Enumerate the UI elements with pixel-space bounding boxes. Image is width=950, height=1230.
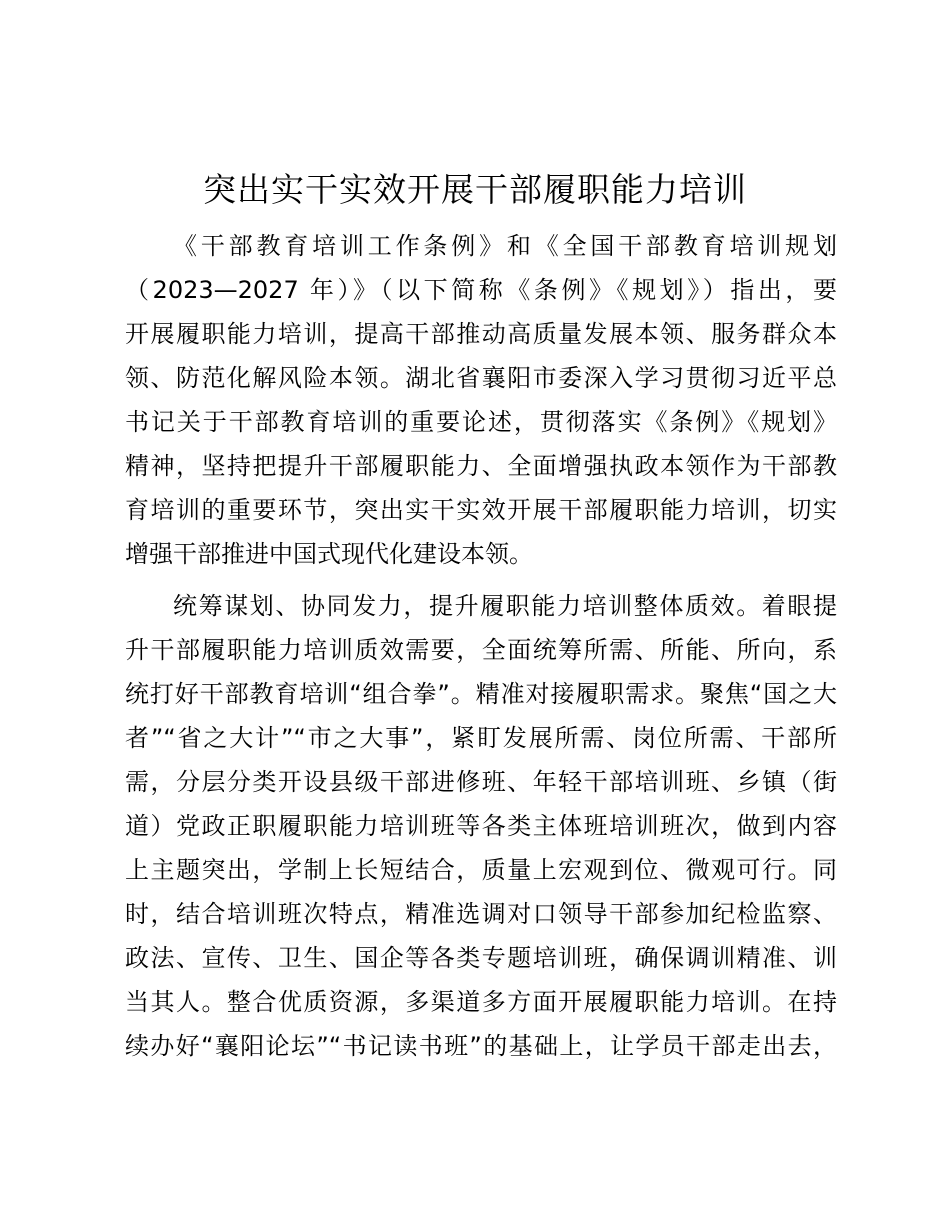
text-line: 道）党政正职履职能力培训班等各类主体班培训班次，做到内容 [125,812,837,840]
text-line: 《干部教育培训工作条例》和《全国干部教育培训规划 [173,232,837,260]
text-line: 需，分层分类开设县级干部进修班、年轻干部培训班、乡镇（街 [125,768,837,796]
text-line: 当其人。整合优质资源，多渠道多方面开展履职能力培训。在持 [125,988,837,1016]
paragraph-2 [125,584,837,1068]
paragraph-1 [125,224,837,576]
text-line: 政法、宣传、卫生、国企等各类专题培训班，确保调训精准、训 [125,944,837,972]
document-title: 突出实干实效开展干部履职能力培训 [203,170,747,209]
text-line: 统筹谋划、协同发力，提升履职能力培训整体质效。着眼提 [173,592,837,620]
text-line: 领、防范化解风险本领。湖北省襄阳市委深入学习贯彻习近平总 [125,364,837,392]
text-line: 育培训的重要环节，突出实干实效开展干部履职能力培训，切实 [125,496,837,524]
text-line: 增强干部推进中国式现代化建设本领。 [125,540,533,568]
text-line: 统打好干部教育培训“组合拳”。精准对接履职需求。聚焦“国之大 [125,680,837,708]
text-line: 续办好“襄阳论坛”“书记读书班”的基础上，让学员干部走出去， [125,1032,837,1060]
text-line: 时，结合培训班次特点，精准选调对口领导干部参加纪检监察、 [125,900,837,928]
text-line: 升干部履职能力培训质效需要，全面统筹所需、所能、所向，系 [125,636,837,664]
text-line: 上主题突出，学制上长短结合，质量上宏观到位、微观可行。同 [125,856,837,884]
text-line: 开展履职能力培训，提高干部推动高质量发展本领、服务群众本 [125,320,837,348]
text-line: 书记关于干部教育培训的重要论述，贯彻落实《条例》《规划》 [125,408,837,436]
text-line: （2023—2027 年）》（以下简称《条例》《规划》）指出，要 [125,276,837,304]
text-line: 者”“省之大计”“市之大事”，紧盯发展所需、岗位所需、干部所 [125,724,837,752]
text-line: 精神，坚持把提升干部履职能力、全面增强执政本领作为干部教 [125,452,837,480]
